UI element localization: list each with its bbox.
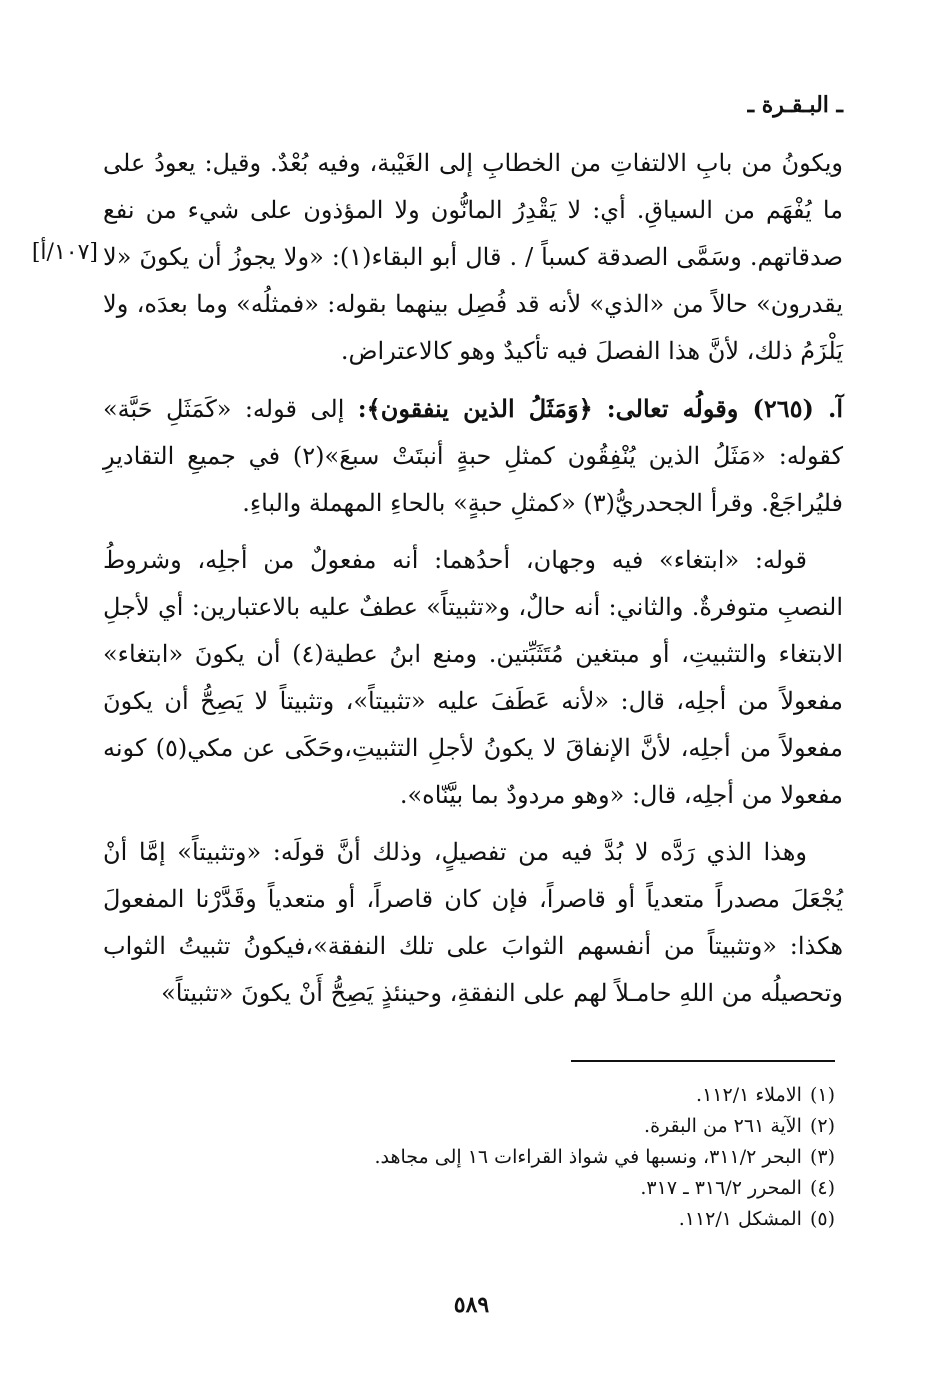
- paragraph-1: ويكونُ من بابِ الالتفاتِ من الخطابِ إلى الغَيْبة، وفيه بُعْدٌ. وقيل: يعودُ على ما يُفْهَم من السياقِ. أي: لا يَقْدِرُ المانُّون ولا المؤذون على شيء من نفع صدقاتهم. وسَمَّى الصدقة كسباً / . قال أبو البقاء(١): «ولا يجوزُ أن يكونَ «لا يقدرون» حالاً من «الذي» لأنه قد فُصِل بينهما بقوله: «فمثلُه» وما بعدَه، ولا يَلْزَمُ ذلك، لأنَّ هذا الفصلَ فيه تأكيدٌ وهو كالاعتراض.: [103, 149, 843, 365]
- paragraph-2: [103, 385, 843, 527]
- footnote-1: [135, 1080, 835, 1111]
- footnote-text: الاملاء ١١٢/١.: [696, 1084, 802, 1106]
- footnotes: [135, 1080, 835, 1235]
- footnote-number: (١): [809, 1084, 835, 1106]
- paragraph-2-text: إلى قوله: «كَمَثَلِ حَبَّة» كقوله: «مَثَلُ الذين يُنْفِقُون كمثلِ حبةٍ أنبتَتْ سبعَ»(٢) في جميعِ التقاديرِ فليُراجَعْ. وقرأ الجحدريُّ(٣) «كمثلِ حبةٍ» بالحاءِ المهملة والباءِ.: [103, 395, 843, 517]
- running-header: ـ البـقـرة ـ: [747, 92, 843, 118]
- page-number: ٥٨٩: [453, 1292, 490, 1318]
- main-text: [103, 140, 843, 1027]
- footnote-5: [135, 1204, 835, 1235]
- margin-folio-reference: [١٠٧/أ]: [31, 240, 98, 265]
- footnote-number: (٥): [809, 1208, 835, 1230]
- footnote-text: المحرر ٣١٦/٢ ـ ٣١٧.: [640, 1177, 802, 1199]
- paragraph-4: وهذا الذي رَدَّه لا بُدَّ فيه من تفصيلٍ، وذلك أنَّ قولَه: «وتثبيتاً» إمَّا أنْ يُجْعَلَ مصدراً متعدياً أو قاصراً، فإن كان قاصراً، أو متعدياً وقَدَّرْنا المفعولَ هكذا: «وتثبيتاً من أنفسهم الثوابَ على تلك النفقة»،فيكونُ تثبيتُ الثواب وتحصيلُه من اللهِ حامـلاً لهم على النفقةِ، وحينئذٍ يَصِحُّ أَنْ يكونَ «تثبيتاً»: [103, 838, 843, 1007]
- footnote-number: (٢): [809, 1115, 835, 1137]
- footnote-number: (٤): [809, 1177, 835, 1199]
- footnote-4: [135, 1173, 835, 1204]
- footnote-text: الآية ٢٦١ من البقرة.: [644, 1115, 802, 1137]
- footnote-3: [135, 1142, 835, 1173]
- paragraph-3: قوله: «ابتغاء» فيه وجهان، أحدُهما: أنه مفعولٌ من أجلِه، وشروطُ النصبِ متوفرةٌ. والثاني: أنه حالٌ، و«تثبيتاً» عطفٌ عليه بالاعتبارين: أي لأجلِ الابتغاء والتثبيتِ، أو مبتغين مُتَثَبِّتين. ومنع ابنُ عطية(٤) أن يكونَ «ابتغاء» مفعولاً من أجلِه، قال: «لأنه عَطَفَ عليه «تثبيتاً»، وتثبيتاً لا يَصِحُّ أن يكونَ مفعولاً من أجلِه، لأنَّ الإنفاقَ لا يكونُ لأجلِ التثبيتِ،وحَكَى عن مكي(٥) كونه مفعولا من أجلِه، قال: «وهو مردودٌ بما بيَّنّاه».: [103, 546, 843, 809]
- verse-heading: آ. (٢٦٥) وقولُه تعالى: ﴿وَمَثَلُ الذين ينفقون﴾:: [357, 394, 844, 423]
- footnote-number: (٣): [809, 1146, 835, 1168]
- footnote-2: [135, 1111, 835, 1142]
- footnote-text: البحر ٣١١/٢، ونسبها في شواذ القراءات ١٦ إلى مجاهد.: [374, 1146, 802, 1168]
- footnote-text: المشكل ١١٢/١.: [678, 1208, 802, 1230]
- footnote-separator: [571, 1060, 835, 1062]
